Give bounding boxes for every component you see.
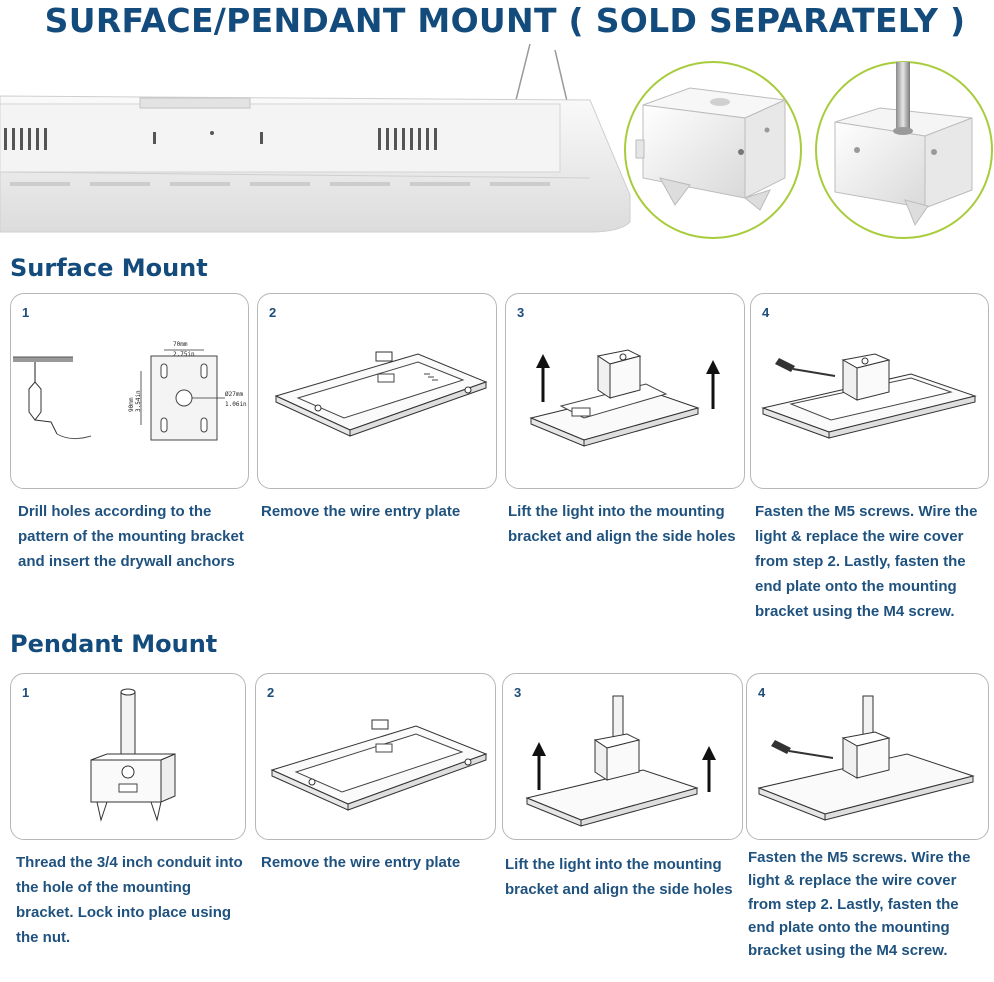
dim-width-mm: 70mm <box>173 341 188 348</box>
section-title-surface-mount: Surface Mount <box>10 254 208 282</box>
bracket-photo <box>816 62 992 238</box>
screwdriver-icon <box>775 358 835 376</box>
dim-hole-in: 1.06in <box>225 401 247 408</box>
screwdriver-icon <box>771 740 833 758</box>
fixture-diagram <box>751 294 990 490</box>
fixture-diagram <box>256 674 497 841</box>
section-title-pendant-mount: Pendant Mount <box>10 630 218 658</box>
dim-height-in: 3.54in <box>135 390 142 412</box>
step-number: 1 <box>22 685 30 700</box>
pendant-step-1-card <box>10 673 246 840</box>
step-number: 4 <box>758 685 766 700</box>
pendant-step-3-card <box>502 673 743 840</box>
bracket-photo <box>625 62 801 238</box>
step-number: 4 <box>762 305 770 320</box>
pendant-step-4-card <box>746 673 989 840</box>
up-arrow-icon <box>536 354 550 402</box>
surface-step-2-card <box>257 293 497 489</box>
surface-step-1-card <box>10 293 249 489</box>
conduit-icon <box>121 689 135 758</box>
dim-hole-mm: Ø27mm <box>225 391 244 398</box>
pendant-step-3-caption: Lift the light into the mounting bracket and align the side holes <box>505 856 733 898</box>
up-arrow-icon <box>532 742 546 790</box>
surface-step-4-card <box>750 293 989 489</box>
surface-step-1-caption: Drill holes according to the pattern of the mounting bracket and insert the drywall anchors <box>18 503 244 570</box>
surface-step-4-caption: Fasten the M5 screws. Wire the light & replace the wire cover from step 2. Lastly, fasten the end plate onto the mounting bracket using the M4 screw. <box>755 503 978 620</box>
step-number: 3 <box>517 305 525 320</box>
hero-photos <box>0 44 994 244</box>
page-title: SURFACE/PENDANT MOUNT ( SOLD SEPARATELY ) <box>44 1 966 40</box>
up-arrow-icon <box>702 746 716 792</box>
step-number: 1 <box>22 305 30 320</box>
fixture-diagram <box>747 674 990 841</box>
surface-step-2-caption: Remove the wire entry plate <box>261 503 461 520</box>
pendant-bracket-diagram <box>11 674 247 841</box>
up-arrow-icon <box>706 360 720 409</box>
pendant-step-2-caption: Remove the wire entry plate <box>261 854 461 871</box>
surface-step-3-card <box>505 293 745 489</box>
step-number: 2 <box>267 685 275 700</box>
fixture-diagram <box>258 294 498 490</box>
pendant-step-1-caption: Thread the 3/4 inch conduit into the hole of the mounting bracket. Lock into place using the nut. <box>16 854 243 946</box>
dim-height-mm: 90mm <box>128 397 135 412</box>
fixture-diagram <box>506 294 746 490</box>
step-number: 3 <box>514 685 522 700</box>
pendant-step-2-card <box>255 673 496 840</box>
step-number: 2 <box>269 305 277 320</box>
dim-width-in: 2.75in <box>173 351 195 358</box>
surface-drill-diagram <box>11 294 250 490</box>
pendant-step-4-caption: Fasten the M5 screws. Wire the light & replace the wire cover from step 2. Lastly, fasten the end plate onto the mounting bracket using the M4 screw. <box>748 849 971 960</box>
surface-step-3-caption: Lift the light into the mounting bracket and align the side holes <box>508 503 736 545</box>
fixture-diagram <box>503 674 744 841</box>
fixture-photo <box>0 44 630 232</box>
